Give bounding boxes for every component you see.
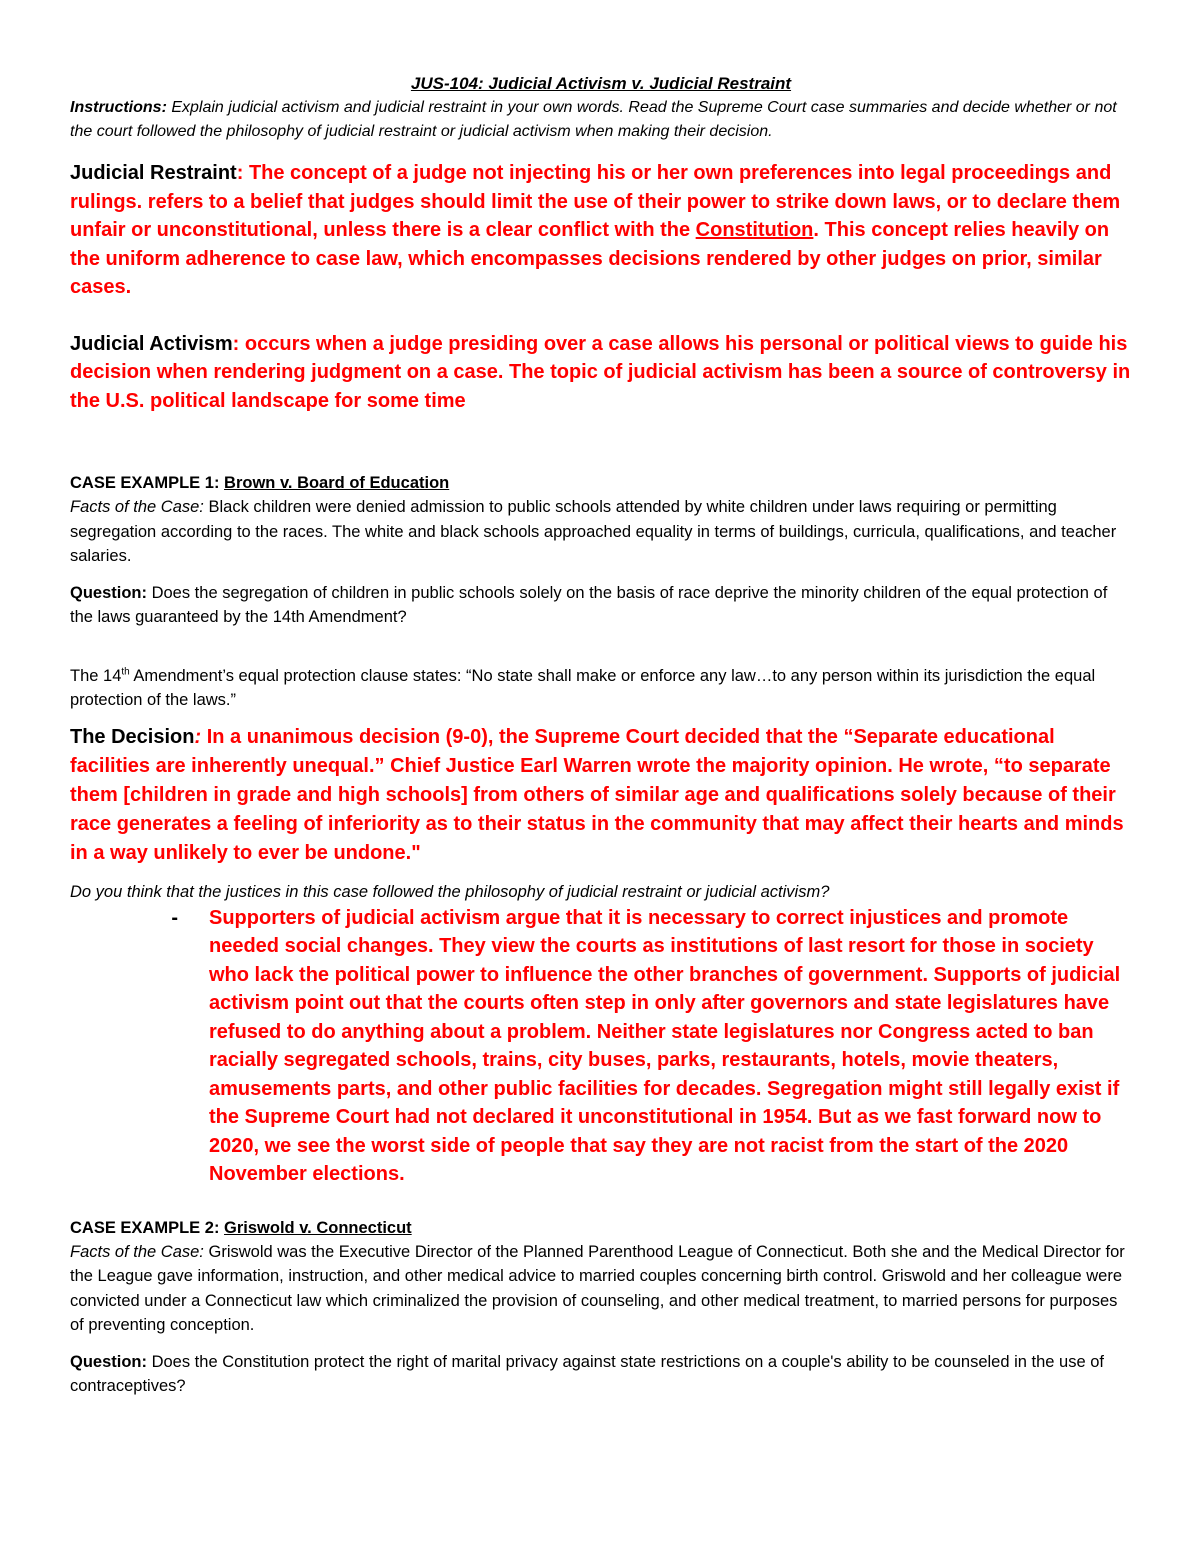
case1-question	[70, 581, 1132, 630]
case1-facts-text: Black children were denied admission to public schools attended by white children under laws requiring or permitting segregation according to the races. The white and black schools approached equality in terms of buildings, curricula, qualifications, and teacher salaries.	[70, 498, 1117, 565]
decision-colon: :	[194, 725, 202, 748]
judicial-restraint-definition	[70, 159, 1132, 302]
constitution-link[interactable]: Constitution	[695, 219, 814, 241]
activism-colon: :	[232, 332, 240, 355]
amendment-post: Amendment’s equal protection clause states: “No state shall make or enforce any law…to any person within its jurisdiction the equal protection of the laws.”	[70, 666, 1096, 709]
case2-facts-label: Facts of the Case:	[70, 1242, 204, 1261]
case2-name: Griswold v. Connecticut	[224, 1218, 412, 1237]
case1-label: CASE EXAMPLE 1:	[70, 474, 225, 492]
answer-text: Supporters of judicial activism argue that it is necessary to correct injustices and promote needed social changes. They view the courts as institutions of last resort for those in society who lack the political power to influence the other branches of government. Supports of judicial activism point out that the courts often step in only after governors and state legislatures have refused to do anything about a problem. Neither state legislatures nor Congress acted to ban racially segregated schools, trains, city buses, parks, restaurants, hotels, movie theaters, amusements parts, and other public facilities for decades. Segregation might still legally exist if the Supreme Court had not declared it unconstitutional in 1954. But as we fast forward now to 2020, we see the worst side of people that say they are not racist from the start of the 2020 November elections.	[209, 906, 1121, 1185]
case1-facts-label: Facts of the Case:	[70, 498, 204, 516]
instructions-label: Instructions:	[70, 99, 167, 116]
restraint-colon: :	[236, 162, 244, 184]
case2-question-text: Does the Constitution protect the right of marital privacy against state restrictions on a couple's ability to be counseled in the use of contraceptives?	[70, 1352, 1104, 1395]
case1-amendment-quote	[70, 664, 1132, 713]
case1-question-text: Does the segregation of children in public schools solely on the basis of race deprive the minority children of the equal protection of the laws guaranteed by the 14th Amendment?	[70, 583, 1108, 626]
case1-facts	[70, 495, 1132, 569]
activism-text: occurs when a judge presiding over a case allows his personal or political views to guide his decision when rendering judgment on a case. The topic of judicial activism has been a source of controversy in the U.S. political landscape for some time	[70, 332, 1131, 412]
judicial-activism-definition	[70, 330, 1132, 416]
decision-label: The Decision	[70, 725, 195, 748]
case2-label: CASE EXAMPLE 2:	[70, 1218, 225, 1237]
instructions-paragraph	[70, 96, 1132, 143]
case1-answer	[70, 904, 1132, 1189]
answer-bullet-dash: -	[171, 906, 178, 929]
restraint-term: Judicial Restraint	[70, 162, 237, 184]
case2-question-label: Question:	[70, 1352, 147, 1371]
case-example-1-heading	[70, 471, 1132, 495]
amendment-sup: th	[121, 666, 130, 677]
case1-name: Brown v. Board of Education	[224, 474, 450, 492]
case-example-2-heading	[70, 1216, 1132, 1240]
document-page	[70, 72, 1132, 1399]
amendment-pre: The 14	[70, 666, 122, 685]
restraint-text-before: The concept of a judge not injecting his or her own preferences into legal proceedings and rulings. refers to a belief that judges should limit the use of their power to strike down laws, or to declare them unfair or unconstitutional, unless there is a clear conflict with the	[70, 162, 1121, 241]
activism-term: Judicial Activism	[70, 332, 233, 355]
case1-decision	[70, 723, 1132, 868]
decision-text: In a unanimous decision (9-0), the Supreme Court decided that the “Separate educational facilities are inherently unequal.” Chief Justice Earl Warren wrote the majority opinion. He wrote, “to separate them [children in grade and high schools] from others of similar age and qualifications solely because of their race generates a feeling of inferiority as to their status in the community that may affect their hearts and minds in a way unlikely to ever be undone."	[70, 725, 1124, 864]
case1-prompt: Do you think that the justices in this case followed the philosophy of judicial restraint or judicial activism?	[70, 882, 830, 901]
case1-question-label: Question:	[70, 583, 147, 602]
case2-facts	[70, 1240, 1132, 1338]
case2-question	[70, 1350, 1132, 1399]
restraint-text-after: . This concept relies heavily on the uniform adherence to case law, which encompasses decisions rendered by other judges on prior, similar cases.	[70, 219, 1110, 298]
document-title: JUS-104: Judicial Activism v. Judicial Restraint	[410, 74, 792, 93]
instructions-text: Explain judicial activism and judicial restraint in your own words. Read the Supreme Court case summaries and decide whether or not the court followed the philosophy of judicial restraint or judicial activism when making their decision.	[70, 99, 1117, 140]
case2-facts-text: Griswold was the Executive Director of the Planned Parenthood League of Connecticut. Both she and the Medical Director for the League gave information, instruction, and other medical advice to married couples concerning birth control. Griswold and her colleague were convicted under a Connecticut law which criminalized the provision of counseling, and other medical treatment, to married persons for purposes of preventing conception.	[70, 1242, 1125, 1334]
